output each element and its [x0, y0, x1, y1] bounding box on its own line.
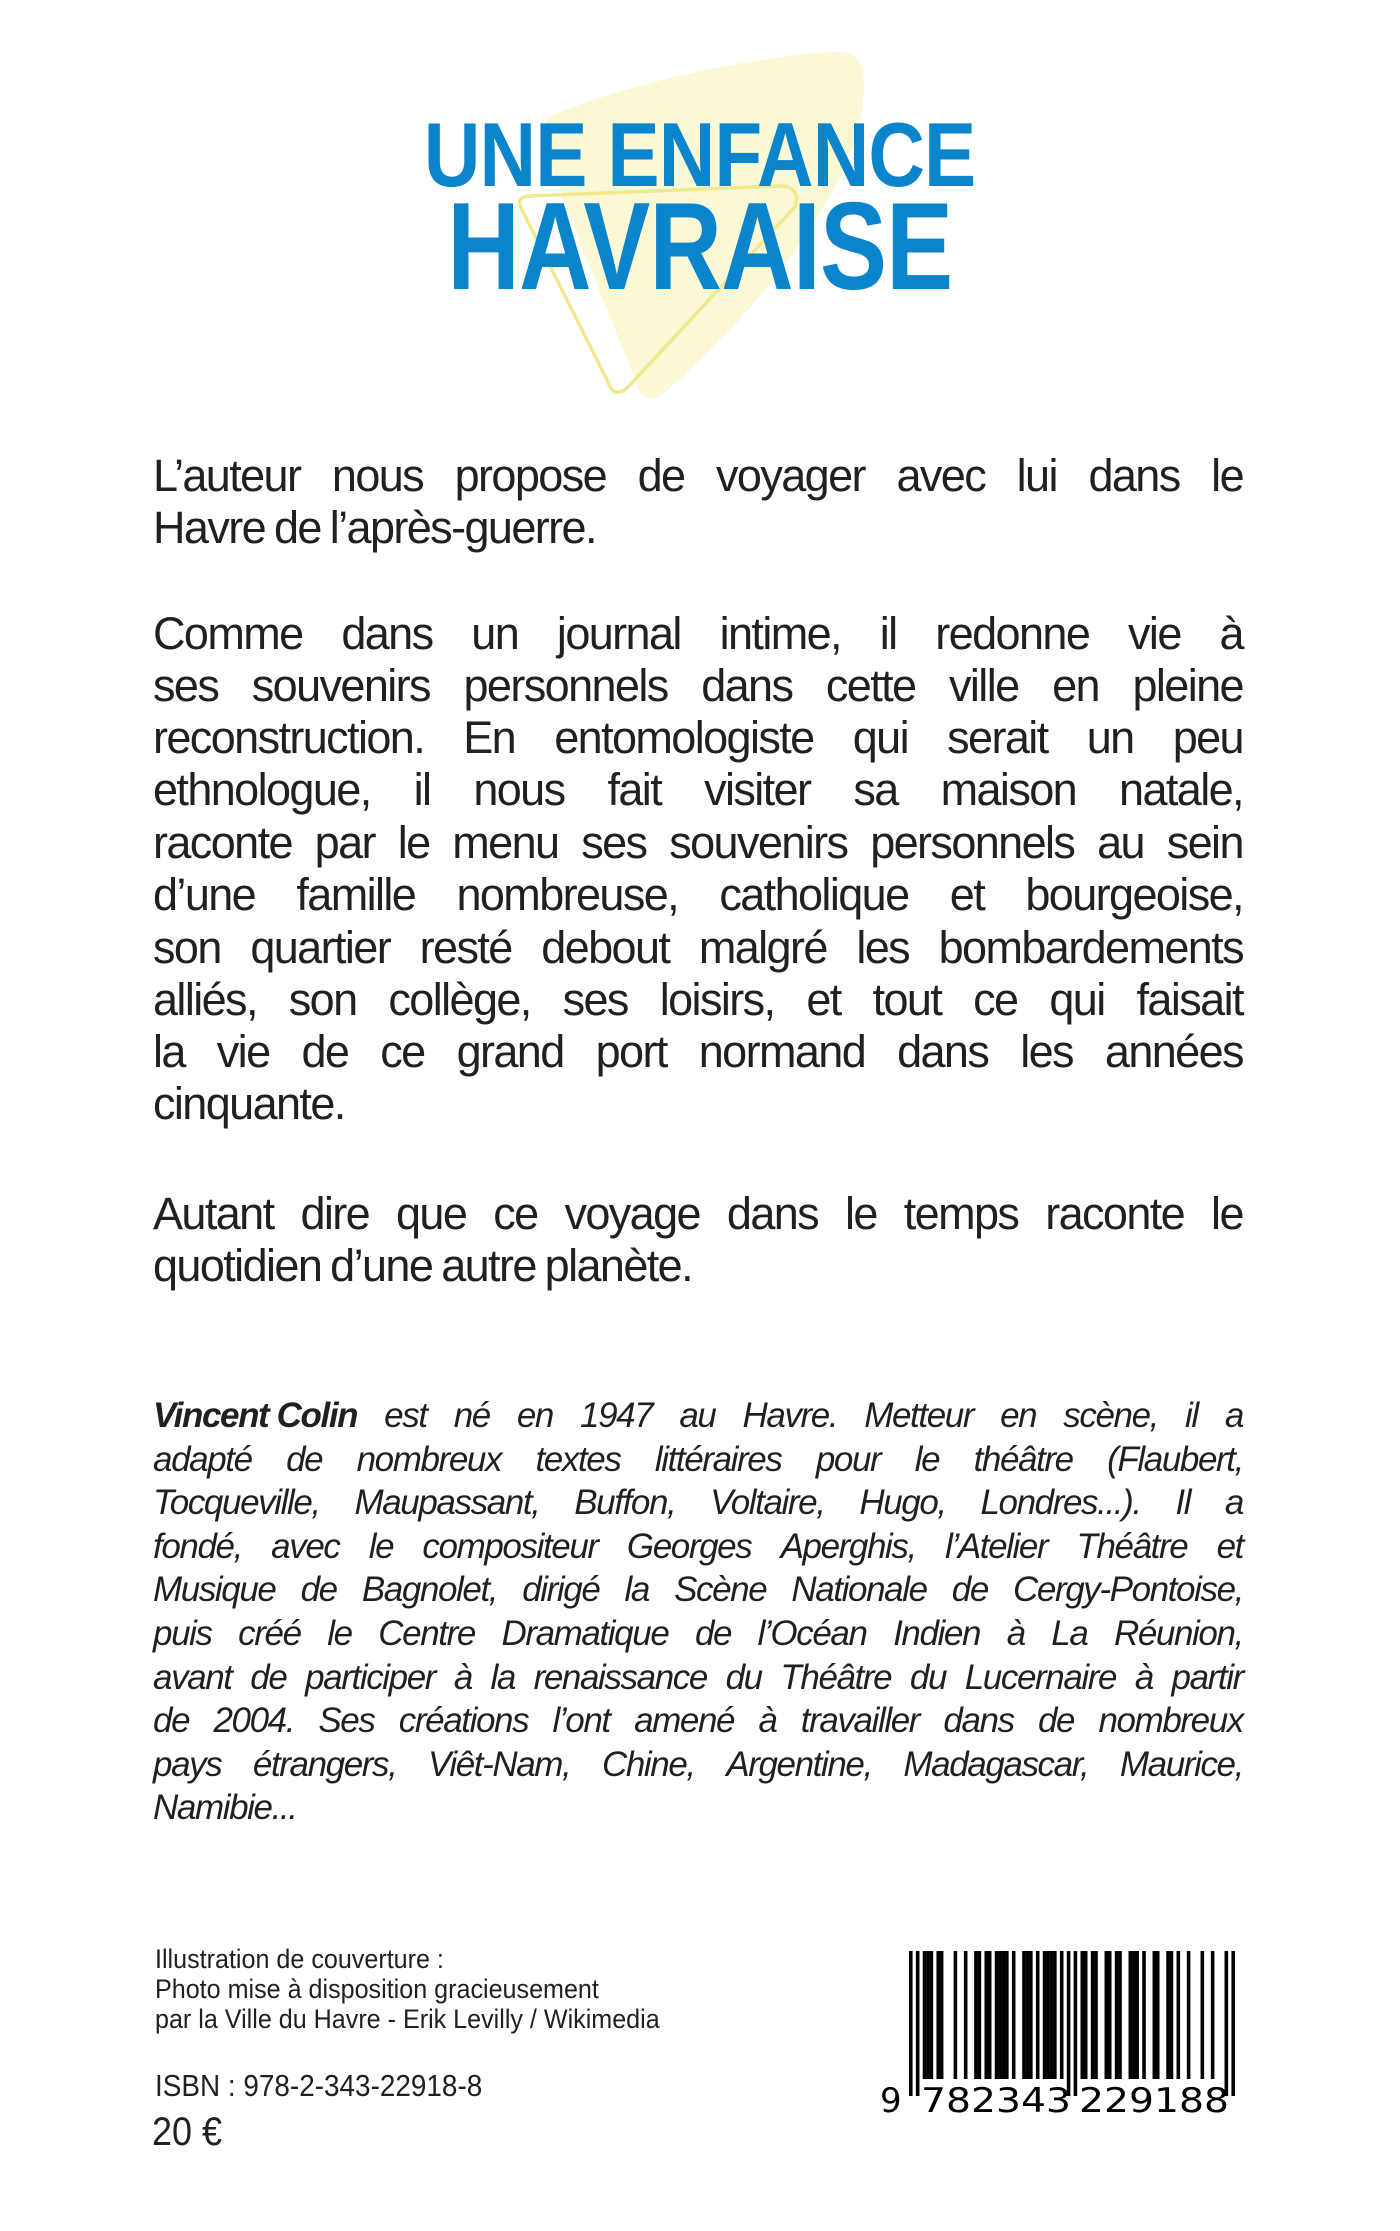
text-line [153, 922, 1243, 973]
barcode-bar [1029, 1951, 1033, 2079]
barcode-bar [1166, 1951, 1170, 2079]
word: la [153, 1026, 185, 1077]
word: quartier [250, 922, 391, 973]
author-name: Vincent Colin [153, 1396, 358, 1435]
text-line [153, 660, 1243, 711]
word: autre [441, 1240, 545, 1291]
word: serait [947, 712, 1048, 763]
word: dans [943, 1701, 1014, 1741]
word: adapté [153, 1439, 252, 1479]
barcode-digits-left: 782343 [921, 2081, 1071, 2121]
text-line [153, 974, 1243, 1025]
word: du [909, 1657, 947, 1697]
barcode-bar [988, 1951, 992, 2079]
word: nous [473, 764, 565, 815]
word: est [384, 1396, 427, 1435]
word: nombreux [1098, 1701, 1243, 1741]
word: qui [852, 712, 908, 763]
word: quotidien [153, 1240, 331, 1291]
word: Madagascar, [903, 1744, 1089, 1784]
word: au [1097, 817, 1144, 868]
barcode-bar [978, 1951, 982, 2079]
word: à [453, 1657, 472, 1697]
word: Théâtre [780, 1657, 892, 1697]
barcode-digits-right: 229188 [1079, 2081, 1229, 2121]
word: famille [296, 869, 416, 920]
barcode-bar [1067, 1951, 1071, 2096]
word: alliés, [153, 974, 257, 1025]
word: menu [452, 817, 559, 868]
word: travailler [800, 1701, 920, 1741]
text-line [153, 1657, 1243, 1697]
word: nombreuse, [456, 869, 679, 920]
word: à [1006, 1614, 1025, 1653]
word: ses [581, 817, 647, 868]
word: Autant [153, 1188, 274, 1239]
word: normand [698, 1026, 866, 1077]
word: bombardements [938, 922, 1243, 973]
word: debout [541, 922, 670, 973]
word: vie [1128, 608, 1181, 659]
word: raconte [153, 817, 292, 868]
barcode-bar [1012, 1951, 1016, 2079]
word: un [471, 608, 519, 659]
word: temps [903, 1188, 1019, 1239]
word: Bagnolet, [361, 1570, 498, 1610]
barcode-bar [1050, 1951, 1054, 2079]
word: pays [153, 1744, 222, 1784]
word: son [288, 974, 357, 1025]
barcode-bar [1043, 1951, 1047, 2079]
text-line [153, 502, 1243, 553]
barcode-bar [1091, 1951, 1095, 2079]
word: l’après-guerre. [329, 502, 596, 553]
word: Argentine, [726, 1744, 872, 1784]
barcode-bar [1231, 1951, 1235, 2096]
word: Viêt-Nam, [428, 1744, 571, 1784]
word: sa [853, 764, 898, 815]
barcode-bar [1074, 1951, 1078, 2096]
word: Centre [378, 1614, 475, 1653]
barcode-bar [1118, 1951, 1122, 2079]
word: dans [897, 1026, 989, 1077]
word: Namibie... [153, 1788, 297, 1828]
word: de [694, 1614, 732, 1653]
word: partir [1171, 1657, 1243, 1697]
word: tout [872, 974, 942, 1025]
word: participer [305, 1657, 436, 1697]
word: scène, [1063, 1396, 1159, 1435]
word: d’une [330, 1240, 442, 1291]
word: maison [940, 764, 1077, 815]
word: le [368, 1526, 394, 1566]
barcode-bar [1053, 1951, 1057, 2079]
word: raconte [1045, 1188, 1185, 1239]
text-line [153, 1188, 1243, 1239]
word: de [300, 1570, 337, 1610]
text-line [153, 817, 1243, 868]
word: le [1211, 450, 1243, 501]
word: ses [562, 974, 628, 1025]
word: dans [341, 608, 433, 659]
credits-line: Photo mise à disposition gracieusement [155, 1974, 599, 2004]
barcode-bar [1129, 1951, 1133, 2079]
word: le [845, 1188, 877, 1239]
word: Théâtre [1076, 1526, 1188, 1566]
word: entomologiste [554, 712, 814, 763]
word: le [1211, 1188, 1243, 1239]
text-line [153, 1616, 1243, 1651]
barcode-bars [909, 1951, 1235, 2096]
word: Havre. [742, 1396, 838, 1435]
word: Tocqueville, [153, 1483, 320, 1523]
word: d’une [153, 869, 256, 920]
word: il [413, 764, 431, 815]
word: lui [1016, 450, 1057, 501]
barcode-bar [1156, 1951, 1160, 2079]
barcode-bar [954, 1951, 958, 2079]
text-line [153, 1078, 1243, 1129]
word: 1947 [580, 1396, 653, 1435]
text-line [153, 869, 1243, 920]
barcode-bar [1201, 1951, 1205, 2079]
word: malgré [698, 922, 827, 973]
word: la [490, 1657, 515, 1697]
word: faisait [1136, 974, 1243, 1025]
word: Musique [153, 1570, 276, 1610]
word: pour [815, 1439, 881, 1479]
word: en [1052, 660, 1099, 711]
word: pleine [1132, 660, 1243, 711]
barcode-bar [1060, 1951, 1064, 2079]
word: le [914, 1439, 940, 1479]
barcode-bar [1026, 1951, 1030, 2079]
word: planète. [544, 1240, 693, 1291]
word: catholique [719, 869, 909, 920]
word: souvenirs [669, 817, 848, 868]
barcode-bar [964, 1951, 968, 2079]
word: 2004. [213, 1701, 295, 1741]
word: dans [1088, 450, 1180, 501]
word: journal [556, 608, 681, 659]
word: visiter [704, 764, 811, 815]
text-line [153, 1439, 1243, 1479]
text-line [153, 712, 1243, 763]
word: son [153, 922, 221, 973]
word: Chine, [601, 1744, 695, 1784]
word: théâtre [973, 1439, 1073, 1479]
word: le [397, 817, 430, 868]
word: loisirs, [659, 974, 775, 1025]
word: Londres...). [980, 1483, 1141, 1523]
word: (Flaubert, [1107, 1439, 1243, 1479]
word: l’Océan [757, 1614, 867, 1653]
word: et [1216, 1526, 1243, 1566]
barcode-bar [936, 1951, 940, 2079]
word: amené [634, 1701, 735, 1741]
barcode-bar [1094, 1951, 1098, 2079]
word: de [153, 1701, 190, 1741]
barcode-bar [984, 1951, 988, 2079]
word: Dramatique [501, 1614, 669, 1653]
word: ethnologue, [153, 764, 371, 815]
barcode-bar [1170, 1951, 1174, 2079]
word: par [314, 817, 375, 868]
barcode-bar [995, 1951, 999, 2079]
barcode-bar [940, 1951, 944, 2079]
word: fait [607, 764, 662, 815]
word: Cergy-Pontoise, [1013, 1570, 1243, 1610]
barcode-bar [1115, 1951, 1119, 2079]
barcode-bar [1153, 1951, 1157, 2079]
word: renaissance [533, 1657, 707, 1697]
word: Aperghis, [780, 1526, 916, 1566]
word: textes [535, 1439, 621, 1479]
word: de [286, 1439, 323, 1479]
word: grand [456, 1026, 564, 1077]
word: ce [493, 1188, 538, 1239]
word: de [637, 450, 685, 501]
barcode-bar [1108, 1951, 1112, 2079]
word: L’auteur [153, 450, 301, 501]
word: Réunion, [1113, 1614, 1243, 1653]
barcode-bar [1002, 1951, 1006, 2079]
word: reconstruction. [153, 712, 425, 763]
word: bourgeoise, [1025, 869, 1243, 920]
word: dans [701, 660, 793, 711]
barcode-bar [930, 1951, 934, 2079]
text-line [153, 1788, 1243, 1828]
word: en [1000, 1396, 1037, 1435]
word: collège, [388, 974, 531, 1025]
barcode-digit-first: 9 [880, 2081, 902, 2121]
text-line [153, 1701, 1243, 1741]
text-line [153, 1570, 1243, 1610]
word: personnels [463, 660, 668, 711]
barcode-bar [1187, 1951, 1191, 2079]
text-line [153, 1744, 1243, 1784]
word: de [301, 1026, 349, 1077]
title-text-havraise: HAVRAISE [447, 178, 953, 316]
word: ce [973, 974, 1018, 1025]
word: nous [331, 450, 424, 501]
word: littéraires [654, 1439, 782, 1479]
barcode-bar [1177, 1951, 1181, 2079]
word: créé [238, 1614, 301, 1653]
word: de [273, 502, 330, 553]
word: Buffon, [574, 1483, 676, 1523]
word: les [1020, 1026, 1073, 1077]
word: propose [454, 450, 607, 501]
word: La [1051, 1614, 1088, 1653]
word: les [856, 922, 910, 973]
barcode-bar [1225, 1951, 1229, 2096]
word: cinquante. [153, 1078, 345, 1129]
price-text: 20 € [152, 2110, 223, 2154]
barcode-bar [1132, 1951, 1136, 2079]
word: Hugo, [859, 1483, 946, 1523]
word: a [1224, 1396, 1243, 1435]
credits-line: Illustration de couverture : [155, 1944, 444, 1974]
word: Il [1175, 1483, 1191, 1523]
word: Ses [318, 1701, 375, 1741]
word: au [679, 1396, 716, 1435]
barcode-bar [1005, 1951, 1009, 2079]
word: de [1037, 1701, 1075, 1741]
word: l’Atelier [945, 1526, 1048, 1566]
word: à [1219, 608, 1243, 659]
isbn-text: ISBN : 978-2-343-22918-8 [155, 2068, 483, 2103]
word: années [1104, 1026, 1243, 1077]
word: Voltaire, [710, 1483, 825, 1523]
word: Georges [626, 1526, 752, 1566]
text-line [153, 1398, 1243, 1433]
text-line [153, 1526, 1243, 1566]
isbn-label [155, 2068, 519, 2104]
word: voyage [564, 1188, 700, 1239]
word: du [725, 1657, 762, 1697]
barcode-bar [1084, 1951, 1088, 2079]
text-line [153, 1026, 1243, 1077]
word: un [1086, 712, 1134, 763]
word: créations [398, 1701, 529, 1741]
word: Havre [153, 502, 274, 553]
barcode-bar [1046, 1951, 1050, 2079]
barcode-bar [998, 1951, 1002, 2079]
word: dire [300, 1188, 370, 1239]
text-line [153, 450, 1243, 501]
title-text-une-enfance: UNE ENFANCE [424, 105, 976, 206]
word: en [516, 1396, 553, 1435]
word: a [1224, 1483, 1243, 1523]
barcode-bar [923, 1951, 927, 2079]
barcode-bar [1211, 1951, 1215, 2079]
ean13-barcode [870, 1945, 1250, 2125]
word: que [396, 1188, 467, 1239]
word: et [806, 974, 841, 1025]
word: le [327, 1614, 352, 1653]
word: Comme [153, 608, 303, 659]
word: Lucernaire [964, 1657, 1117, 1697]
word: sein [1166, 817, 1243, 868]
word: vie [216, 1026, 270, 1077]
barcode-bar [1081, 1951, 1085, 2079]
word: natale, [1119, 764, 1243, 815]
text-line [153, 608, 1243, 659]
text-line [153, 764, 1243, 815]
word: ses [153, 660, 219, 711]
word: ville [949, 660, 1019, 711]
word: la [624, 1570, 649, 1610]
word: Indien [893, 1614, 981, 1653]
word: redonne [935, 608, 1090, 659]
barcode-bar [1142, 1951, 1146, 2079]
word: Metteur [864, 1396, 974, 1435]
word: né [453, 1396, 490, 1435]
word: l’ont [552, 1701, 610, 1741]
barcode-bar [916, 1951, 920, 2096]
word: compositeur [422, 1526, 598, 1566]
barcode-bar [1135, 1951, 1139, 2079]
word: avant [153, 1657, 232, 1697]
price-label [152, 2110, 230, 2155]
word: à [758, 1701, 777, 1741]
word: port [595, 1026, 667, 1077]
word: peu [1172, 712, 1243, 763]
word: fondé, [153, 1526, 242, 1566]
word: qui [1049, 974, 1105, 1025]
barcode-bar [926, 1951, 930, 2079]
word: dirigé [522, 1570, 600, 1610]
word: Maupassant, [354, 1483, 540, 1523]
word: il [879, 608, 897, 659]
word: avec [271, 1526, 340, 1566]
word: Nationale [791, 1570, 927, 1610]
word: de [250, 1657, 287, 1697]
word: dans [726, 1188, 819, 1239]
word: Scène [674, 1570, 767, 1610]
word: et [949, 869, 985, 920]
word: voyager [716, 450, 865, 501]
word: il [1185, 1396, 1198, 1435]
word: étrangers, [252, 1744, 397, 1784]
barcode-bar [1105, 1951, 1109, 2079]
barcode-bar [909, 1951, 913, 2096]
word: puis [153, 1614, 212, 1653]
word: à [1134, 1657, 1153, 1697]
word: avec [896, 450, 986, 501]
word: cette [825, 660, 916, 711]
text-line [153, 1240, 1243, 1291]
barcode-bar [1022, 1951, 1026, 2079]
word: En [463, 712, 516, 763]
word: souvenirs [251, 660, 430, 711]
barcode-bar [974, 1951, 978, 2079]
word: personnels [870, 817, 1075, 868]
cover-illustration-credits [155, 1944, 698, 2034]
credits-line: par la Ville du Havre - Erik Levilly / Wikimedia [155, 2004, 660, 2034]
word: de [951, 1570, 988, 1610]
word: ce [380, 1026, 425, 1077]
word: resté [419, 922, 512, 973]
book-title-line-2 [0, 178, 1400, 316]
word: Maurice, [1119, 1744, 1243, 1784]
word: nombreux [356, 1439, 502, 1479]
word: intime, [719, 608, 841, 659]
barcode-bar [1036, 1951, 1040, 2079]
text-line [153, 1483, 1243, 1523]
